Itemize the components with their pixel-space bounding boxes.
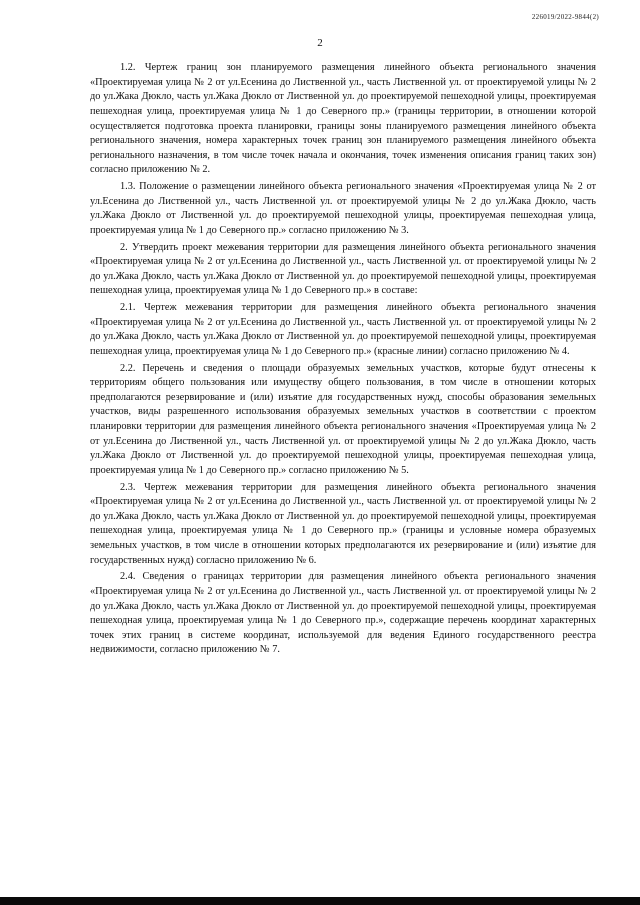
document-body [90,61,596,660]
page-number: 2 [317,37,323,49]
paragraph-1-3: 1.3. Положение о размещении линейного объекта регионального значения «Проектируемая улица № 2 от ул.Есенина до Лиственной ул., часть Лиственной ул. от проектируемой улицы № 2 до ул.Жака Дюкло, часть ул.Жака Дюкло от Лиственной ул. до проектируемой пешеходной улицы, проектируемая пешеходная улица, проектируемая улица № 1 до Северного пр.» согласно приложению № 3. [90,181,596,236]
paragraph-2: 2. Утвердить проект межевания территории для размещения линейного объекта регионального значения «Проектируемая улица № 2 от ул.Есенина до Лиственной ул., часть Лиственной ул. от проектируемой улицы № 2 до ул.Жака Дюкло, часть ул.Жака Дюкло от Лиственной ул. до проектируемой пешеходной улицы, проектируемая пешеходная улица, проектируемая улица № 1 до Северного пр.» в составе: [90,241,596,297]
paragraph-2-3: 2.3. Чертеж межевания территории для размещения линейного объекта регионального значения «Проектируемая улица № 2 от ул.Есенина до Лиственной ул., часть Лиственной ул. от проектируемой улицы № 2 до ул.Жака Дюкло, часть ул.Жака Дюкло от Лиственной ул. до проектируемой пешеходной улицы, проектируемая пешеходная улица, проектируемая улица № 1 до Северного пр.» (границы и условные номера образуемых земельных участков, в том числе в отношении которых предполагаются их резервирование и (или) изъятие для государственных нужд) согласно приложению № 6. [90,481,596,566]
paragraph-2-1: 2.1. Чертеж межевания территории для размещения линейного объекта регионального значения «Проектируемая улица № 2 от ул.Есенина до Лиственной ул., часть Лиственной ул. от проектируемой улицы № 2 до ул.Жака Дюкло, часть ул.Жака Дюкло от Лиственной ул. до проектируемой пешеходной улицы, проектируемая пешеходная улица, проектируемая улица № 1 до Северного пр.» (красные линии) согласно приложению № 4. [90,302,596,357]
document-registration-number: 226019/2022-9844(2) [531,13,599,21]
paragraph-2-2: 2.2. Перечень и сведения о площади образуемых земельных участков, которые будут отнесены к территориям общего пользования или имуществу общего пользования, в том числе в отношении которых предполагаются резервирование и (или) изъятие для государственных нужд, способы образования земельных участков, виды разрешенного использования образуемых земельных участков в соответствии с проектом планировки территории для размещения линейного объекта регионального значения «Проектируемая улица № 2 от ул.Есенина до Лиственной ул., часть Лиственной ул. от проектируемой улицы № 2 до ул.Жака Дюкло, часть ул.Жака Дюкло от Лиственной ул. до проектируемой пешеходной улицы, проектируемая пешеходная улица, проектируемая улица № 1 до Северного пр.» согласно приложению № 5. [90,362,596,476]
scan-edge-bar [0,897,640,905]
paragraph-2-4: 2.4. Сведения о границах территории для размещения линейного объекта регионального значения «Проектируемая улица № 2 от ул.Есенина до Лиственной ул., часть Лиственной ул. от проектируемой улицы № 2 до ул.Жака Дюкло, часть ул.Жака Дюкло от Лиственной ул. до проектируемой пешеходной улицы, проектируемая пешеходная улица, проектируемая улица № 1 до Северного пр.», содержащие перечень координат характерных точек этих границ в системе координат, используемой для ведения Единого государственного реестра недвижимости, согласно приложению № 7. [90,571,596,656]
paragraph-1-2: 1.2. Чертеж границ зон планируемого размещения линейного объекта регионального значения «Проектируемая улица № 2 от ул.Есенина до Лиственной ул., часть Лиственной ул. от проектируемой улицы № 2 до ул.Жака Дюкло, часть ул.Жака Дюкло от Лиственной ул. до проектируемой пешеходной улицы, проектируемая пешеходная улица, проектируемая улица № 1 до Северного пр.» (границы территории, в отношении которой осуществляется подготовка проекта планировки, границы зоны планируемого размещения линейного объекта регионального значения, номера характерных точек границ зон планируемого размещения линейного объекта регионального назначения, в том числе точек начала и окончания, точек изменения описания границ таких зон) согласно приложению № 2. [90,62,596,176]
